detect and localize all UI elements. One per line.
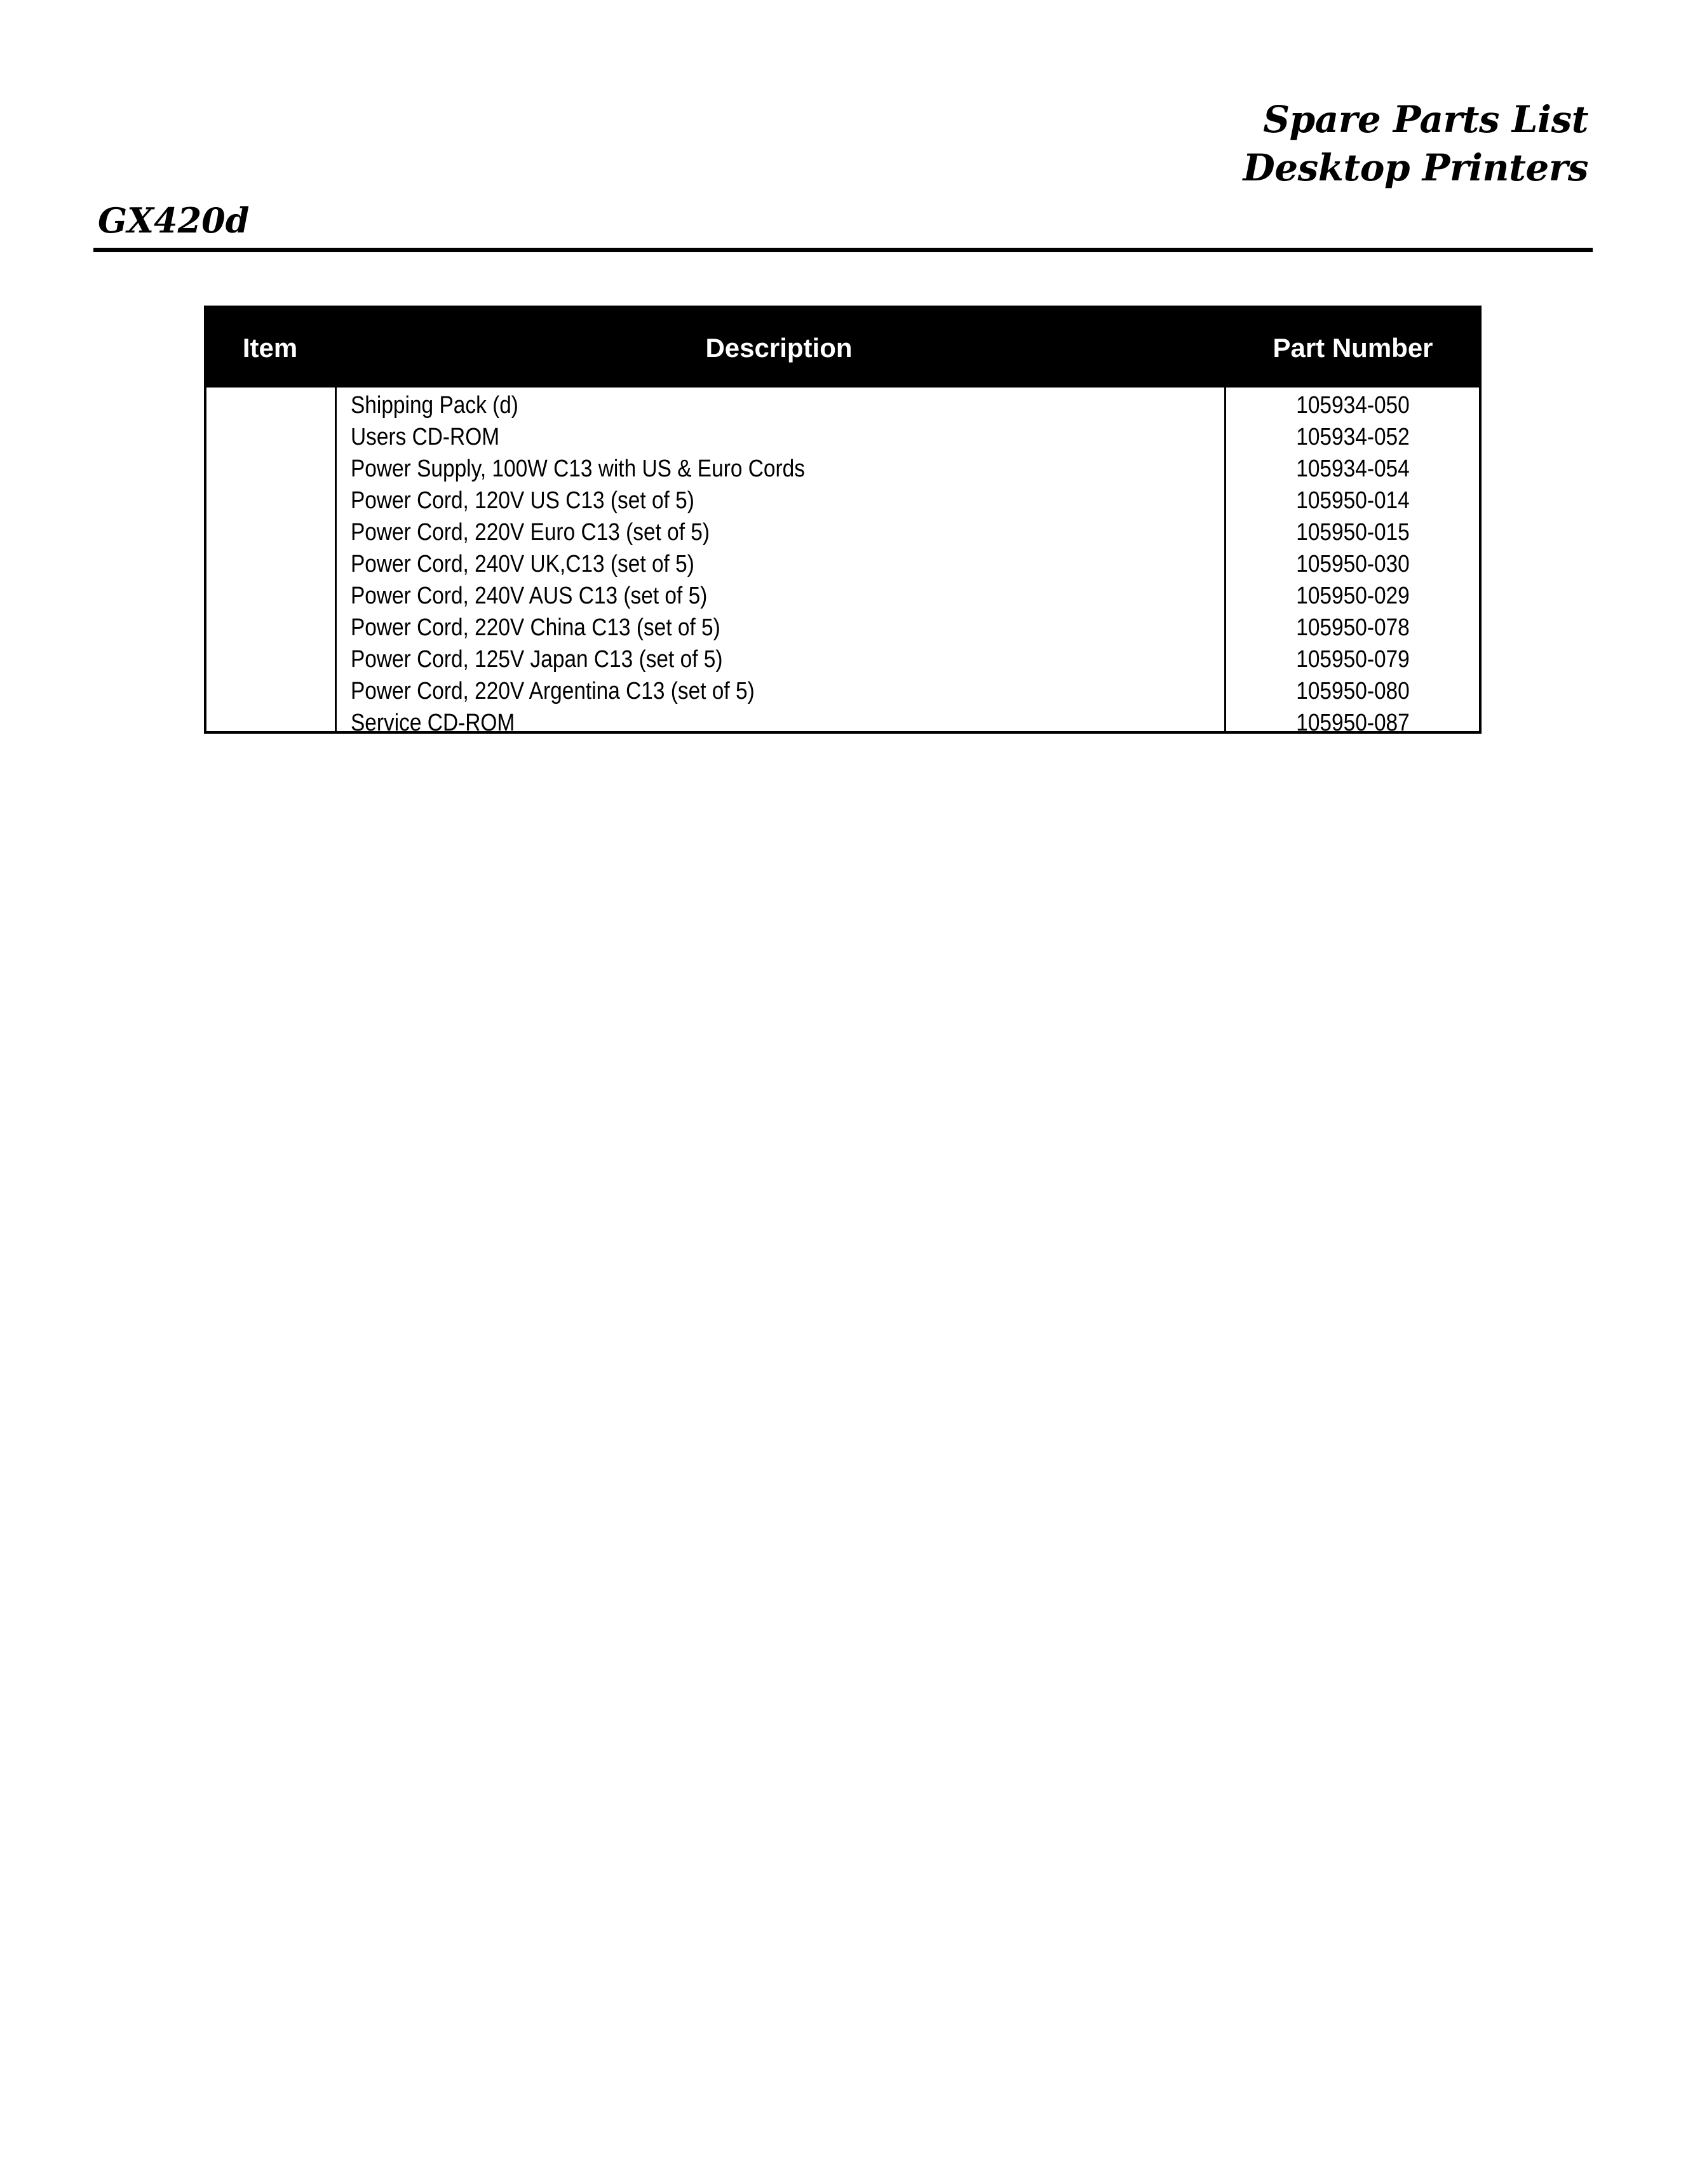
part-number-cell: 105950-015 — [1296, 519, 1410, 546]
table-row — [206, 485, 1479, 516]
header-divider — [93, 248, 1593, 252]
description-cell: Power Cord, 240V AUS C13 (set of 5) — [351, 583, 708, 609]
part-number-cell: 105950-078 — [1296, 614, 1410, 641]
part-number-cell: 105934-052 — [1296, 424, 1410, 450]
description-cell: Power Cord, 120V US C13 (set of 5) — [351, 487, 694, 514]
column-header-part-number: Part Number — [1273, 333, 1433, 363]
table-row — [206, 453, 1479, 485]
table-row — [206, 421, 1479, 453]
table-row — [206, 707, 1479, 739]
description-cell: Power Supply, 100W C13 with US & Euro Cords — [351, 455, 805, 482]
table-row — [206, 612, 1479, 644]
table-row — [206, 580, 1479, 612]
column-header-item: Item — [242, 333, 298, 363]
description-cell: Service CD-ROM — [351, 710, 515, 736]
table-row — [206, 516, 1479, 548]
part-number-cell: 105950-080 — [1296, 678, 1410, 704]
table-body — [206, 389, 1479, 739]
description-cell: Power Cord, 125V Japan C13 (set of 5) — [351, 646, 723, 673]
description-cell: Shipping Pack (d) — [351, 392, 518, 419]
table-header — [206, 308, 1479, 388]
part-number-cell: 105950-087 — [1296, 710, 1410, 736]
title-line-2: Desktop Printers — [1243, 146, 1588, 189]
table-row — [206, 644, 1479, 675]
description-cell: Users CD-ROM — [351, 424, 500, 450]
part-number-cell: 105950-014 — [1296, 487, 1410, 514]
part-number-cell: 105950-079 — [1296, 646, 1410, 673]
parts-table — [204, 306, 1482, 734]
table-row — [206, 389, 1479, 421]
table-row — [206, 548, 1479, 580]
part-number-cell: 105950-030 — [1296, 551, 1410, 577]
description-cell: Power Cord, 220V China C13 (set of 5) — [351, 614, 720, 641]
description-cell: Power Cord, 220V Euro C13 (set of 5) — [351, 519, 710, 546]
document-title — [1243, 95, 1588, 192]
model-name: GX420d — [98, 200, 250, 241]
table-row — [206, 675, 1479, 707]
title-line-1: Spare Parts List — [1263, 98, 1588, 141]
part-number-cell: 105950-029 — [1296, 583, 1410, 609]
part-number-cell: 105934-054 — [1296, 455, 1410, 482]
description-cell: Power Cord, 240V UK,C13 (set of 5) — [351, 551, 694, 577]
part-number-cell: 105934-050 — [1296, 392, 1410, 419]
column-header-description: Description — [705, 333, 853, 363]
description-cell: Power Cord, 220V Argentina C13 (set of 5) — [351, 678, 755, 704]
